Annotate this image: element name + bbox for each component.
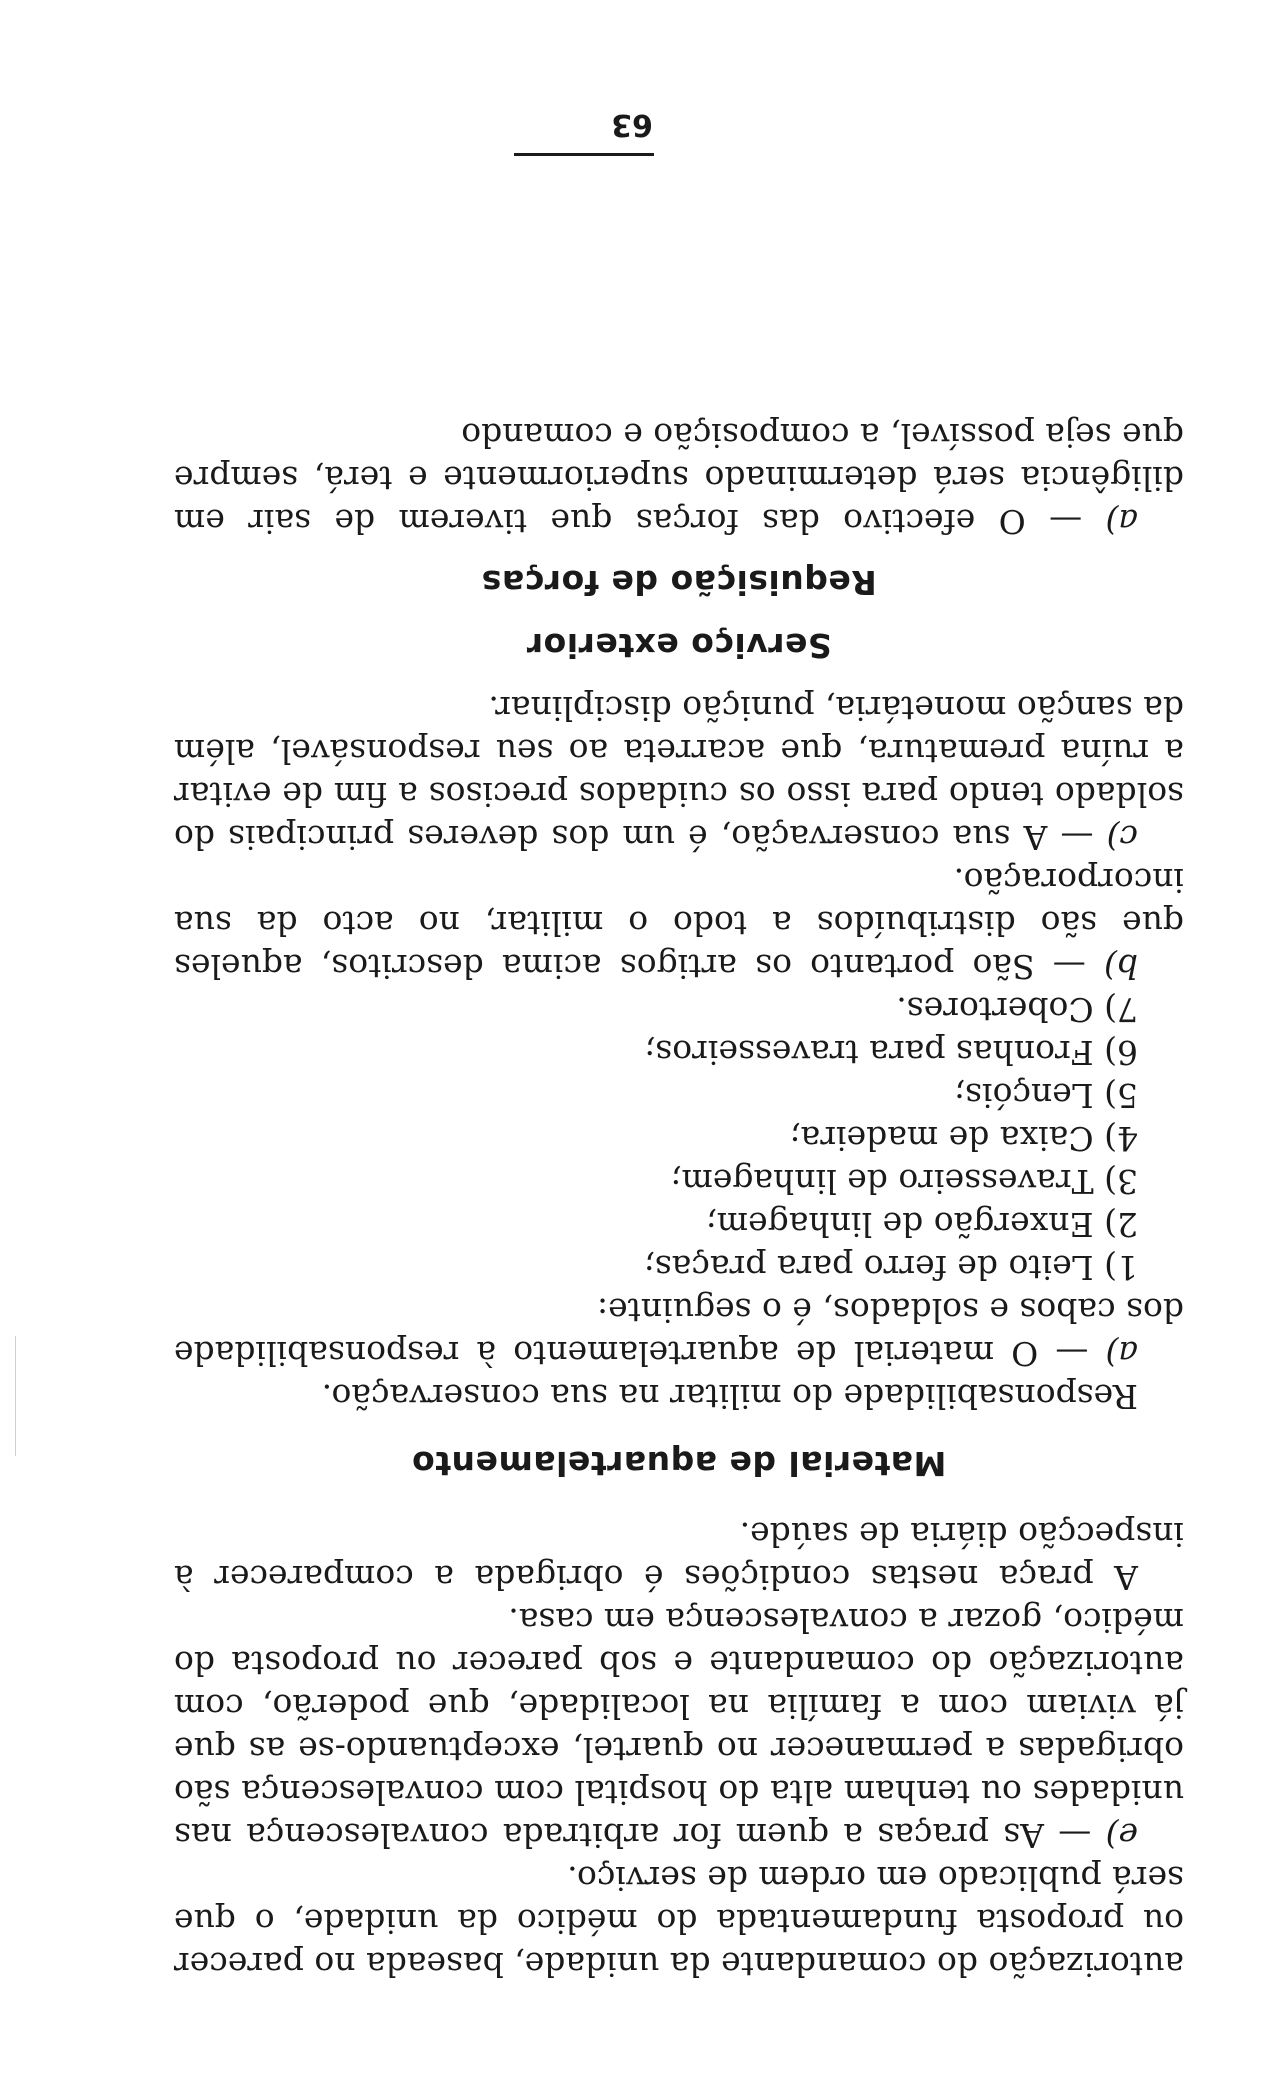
paragraph: Responsabilidade do militar na sua conservação. bbox=[321, 1377, 1138, 1416]
page-number: 63 bbox=[611, 107, 653, 142]
paragraph: autorização do comandante da unidade, baseada no parecer ou proposta fundamentada do médico da unidade, o que será publicado em ordem de serviço. bbox=[174, 1859, 1184, 1984]
paragraph bbox=[174, 1599, 1184, 1857]
paragraph-marker: c) bbox=[1106, 818, 1138, 857]
section-heading: Serviço exterior bbox=[526, 626, 832, 665]
paragraph bbox=[174, 859, 1184, 988]
list-item: 3) Travesseiro de linhagem; bbox=[670, 1162, 1138, 1201]
paragraph bbox=[174, 687, 1184, 859]
paragraph: A praça nestas condições é obrigada a comparecer à inspecção diária de saúde. bbox=[174, 1515, 1184, 1597]
scan-edge-mark bbox=[15, 1336, 16, 1456]
list-item: 7) Cobertores. bbox=[896, 990, 1138, 1029]
list-item: 2) Enxergão de linhagem; bbox=[705, 1205, 1138, 1244]
paragraph-text: — O efectivo das forças que tiverem de sair em diligência será determinado superiormente e terá, sempre que seja possível, a composição e comando bbox=[174, 416, 1184, 541]
paragraph-text: — A sua conservação, é um dos deveres principais do soldado tendo para isso os cuidados precisos a fim de evitar a ruína prematura, que acarreta ao seu responsável, além da sanção monetária, punição disciplinar. bbox=[174, 689, 1184, 857]
paragraph bbox=[174, 414, 1184, 543]
paragraph-text: — O material de aquartelamento à responsabilidade dos cabos e soldados, é o seguinte: bbox=[174, 1291, 1184, 1373]
paragraph-marker: a) bbox=[1105, 1334, 1138, 1373]
list-item: 1) Leito de ferro para praças; bbox=[643, 1248, 1138, 1287]
paragraph-text: — São portanto os artigos acima descritos, aqueles que são distribuídos a todo o militar, no acto da sua incorporação. bbox=[174, 861, 1184, 986]
paragraph bbox=[174, 1289, 1184, 1375]
list-item: 6) Fronhas para travesseiros; bbox=[644, 1033, 1138, 1072]
list-item: 4) Caixa de madeira; bbox=[789, 1119, 1138, 1158]
list-item: 5) Lençóis; bbox=[953, 1076, 1138, 1115]
paragraph-marker: e) bbox=[1105, 1816, 1138, 1855]
paragraph-marker: a) bbox=[1105, 502, 1138, 541]
section-heading: Material de aquartelamento bbox=[411, 1444, 947, 1483]
paragraph-text: — As praças a quem for arbitrada convalescença nas unidades ou tenham alta do hospital com convalescença são obrigadas a permanecer no quartel, exceptuando-se as que já viviam com a família na localidade, que poderão, com autorização do comandante e sob parecer ou proposta do médico, gozar a convalescença em casa. bbox=[174, 1601, 1184, 1855]
folio-rule bbox=[514, 153, 654, 156]
paragraph-marker: b) bbox=[1104, 947, 1138, 986]
section-heading: Requisição de forças bbox=[481, 563, 877, 602]
page-body bbox=[174, 414, 1184, 1986]
